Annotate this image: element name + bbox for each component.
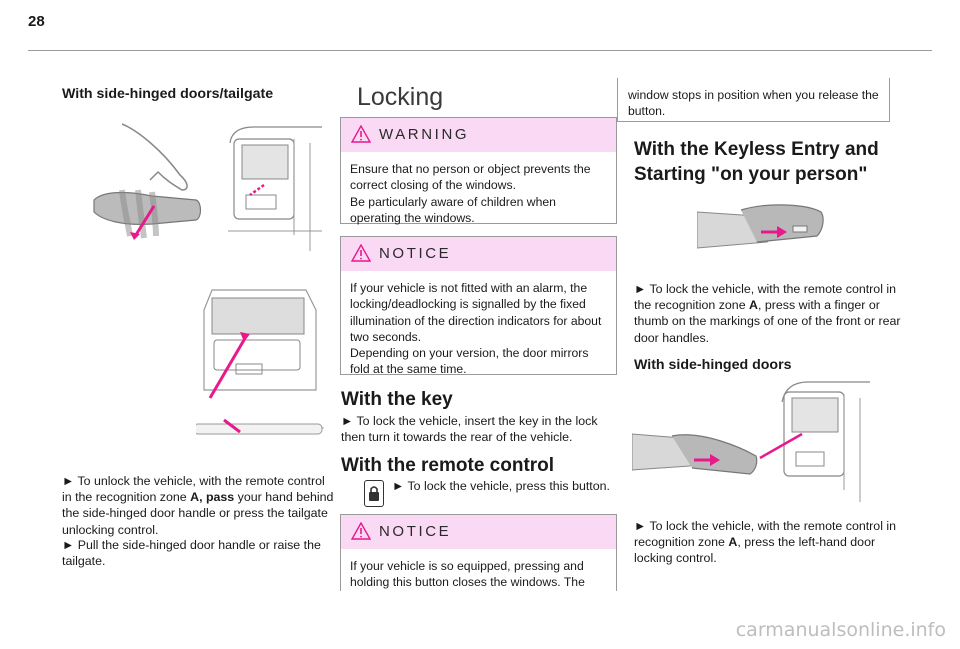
remote-text: ► To lock the vehicle, press this button. [392, 479, 610, 493]
notice-body-1 [341, 271, 616, 386]
header-rule [28, 50, 932, 51]
with-the-key-heading: With the key [341, 389, 453, 410]
left-paragraph-2: ► Pull the side-hinged door handle or raise the tailgate. [62, 538, 321, 569]
notice-box-2 [340, 514, 617, 591]
side-text-bold: A [728, 535, 738, 550]
van-side-door-illustration [224, 123, 324, 253]
warning-triangle-icon [351, 244, 371, 262]
notice-box-1 [340, 236, 617, 375]
finger-handle-illustration [697, 198, 825, 256]
warning-text-2: Be particularly aware of children when operating the windows. [350, 194, 556, 225]
notice-label-1: NOTICE [379, 245, 452, 262]
notice-header-2 [341, 515, 616, 549]
watermark: carmanualsonline.info [735, 619, 946, 641]
left-text-part: your hand behind the side-hinged door handle or press the tailgate unlocking control. [62, 490, 334, 537]
warning-triangle-icon [351, 522, 371, 540]
keyless-paragraph [634, 281, 906, 346]
hand-handle-illustration [92, 120, 204, 242]
keyless-heading: With the Keyless Entry and Starting "on your person" [634, 139, 879, 185]
page-number: 28 [28, 13, 45, 30]
side-text-part: ► To lock the vehicle, with the remote control in recognition zone [634, 519, 897, 550]
warning-label: WARNING [379, 126, 470, 143]
keyless-text-part: ► To lock the vehicle, with the remote control in the recognition zone [634, 282, 897, 313]
keyless-text-part: , press with a finger or thumb on the markings of one of the front or rear door handles. [634, 298, 901, 345]
notice-continuation-box [617, 78, 890, 122]
warning-triangle-icon [351, 125, 371, 143]
locking-title: Locking [357, 83, 444, 111]
notice-1-text-2: Depending on your version, the door mirrors fold at the same time. [350, 346, 589, 377]
left-text-bold: A, pass [190, 490, 235, 505]
left-paragraph-1 [62, 473, 334, 538]
warning-body [341, 152, 616, 234]
side-text-part: , press the left-hand door locking control. [634, 535, 876, 566]
side-hinged-paragraph [634, 518, 906, 567]
keyless-text-bold: A [749, 298, 758, 313]
with-remote-heading: With the remote control [341, 455, 555, 476]
left-text-part: ► To unlock the vehicle, with the remote control in the recognition zone [62, 474, 325, 505]
notice-body-2: If your vehicle is so equipped, pressing and holding this button closes the windows. The [350, 559, 585, 590]
left-subheading: With side-hinged doors/tailgate [62, 86, 274, 102]
warning-text-1: Ensure that no person or object prevents the correct closing of the windows. [350, 162, 591, 193]
notice-header-1 [341, 237, 616, 271]
side-hinged-heading: With side-hinged doors [634, 357, 792, 373]
notice-continued-text: window stops in position when you release the button. [628, 88, 879, 119]
notice-label-2: NOTICE [379, 523, 452, 540]
lock-button-icon [364, 480, 384, 507]
notice-1-text-1: If your vehicle is not fitted with an alarm, the locking/deadlocking is signalled by the fixed illumination of the direction indicators for about two seconds. [350, 281, 602, 344]
warning-box [340, 117, 617, 224]
side-door-lock-illustration [632, 378, 872, 504]
with-the-key-text: ► To lock the vehicle, insert the key in the lock then turn it towards the rear of the vehicle. [341, 414, 598, 445]
warning-header [341, 118, 616, 152]
van-tailgate-illustration [196, 280, 324, 440]
